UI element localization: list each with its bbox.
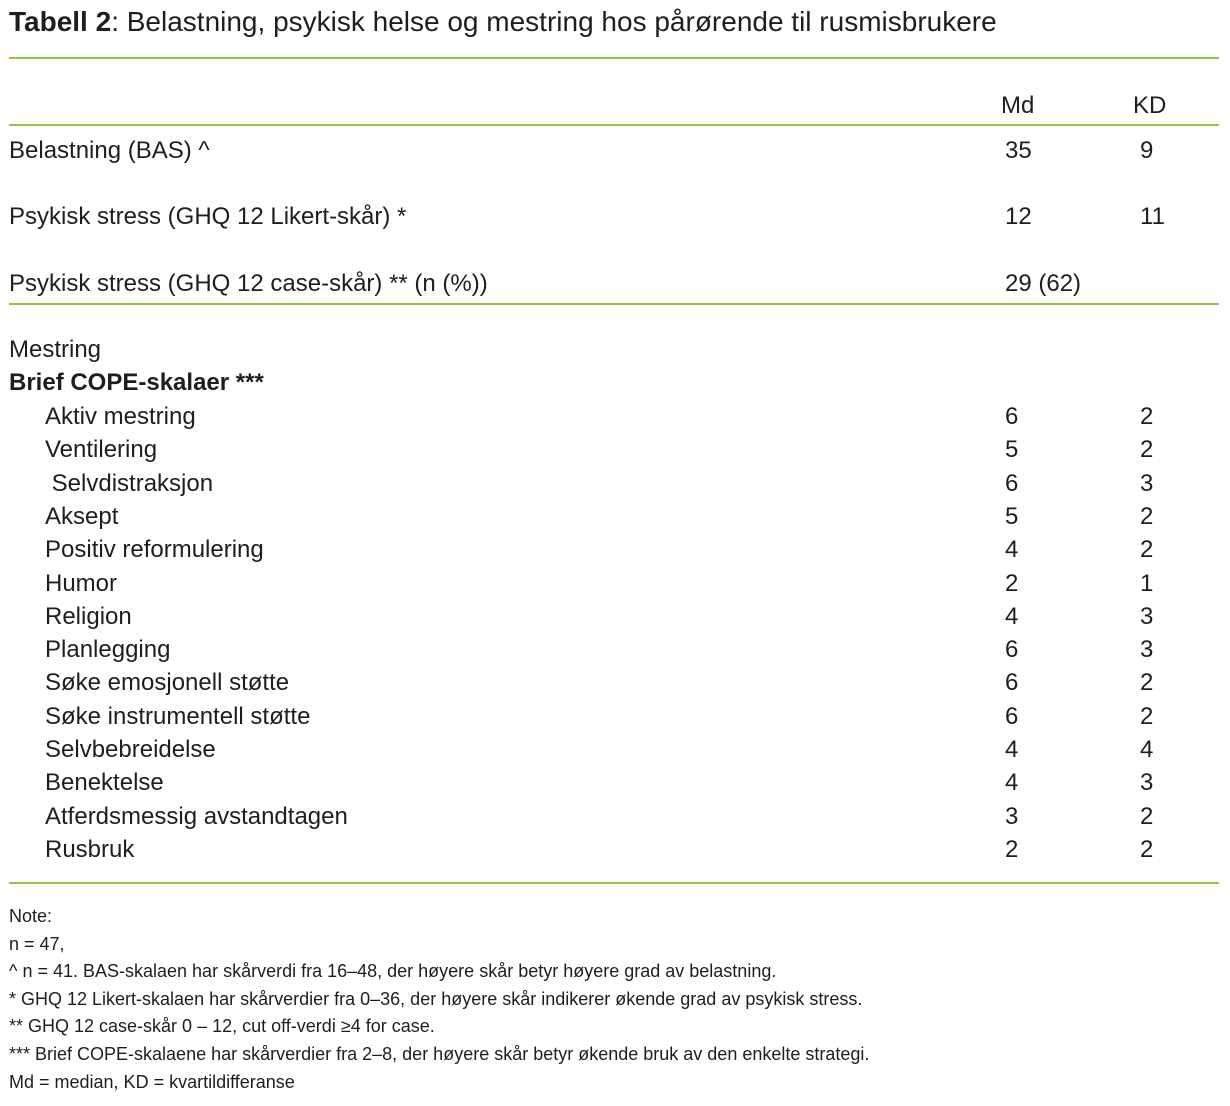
- table-title-label: Tabell 2: [9, 6, 112, 37]
- table-row: [0, 433, 1230, 467]
- row-kd-value: 2: [1140, 536, 1154, 564]
- header-rule: [9, 124, 1219, 126]
- row-md-value: 29 (62): [1005, 270, 1082, 297]
- row-kd-value: 2: [1140, 802, 1154, 830]
- row-label: Aksept: [45, 502, 119, 530]
- table-row: [0, 800, 1230, 834]
- section-subheading: Brief COPE-skalaer ***: [9, 369, 264, 396]
- column-header-md: Md: [1001, 92, 1035, 119]
- table-row: [0, 700, 1230, 734]
- table-row: [0, 200, 1230, 234]
- table-notes: [9, 903, 869, 1096]
- table-row: [0, 766, 1230, 800]
- row-md-value: 6: [1005, 403, 1019, 430]
- table-row: [0, 600, 1230, 634]
- row-md-value: 4: [1005, 769, 1019, 797]
- row-kd-value: 2: [1140, 702, 1154, 730]
- section-heading: Mestring: [9, 336, 102, 363]
- note-line: * GHQ 12 Likert-skalaen har skårverdier fra 0–36, der høyere skår indikerer økende grad av psykisk stress.: [9, 988, 863, 1009]
- row-kd-value: 2: [1140, 436, 1154, 464]
- row-kd-value: 2: [1140, 502, 1154, 530]
- table-row: [0, 267, 1230, 301]
- row-label: Positiv reformulering: [45, 536, 264, 564]
- table-title: [9, 4, 997, 40]
- table-title-separator: :: [111, 6, 119, 37]
- table-row: [0, 666, 1230, 700]
- row-md-value: 3: [1005, 802, 1019, 830]
- row-label: Psykisk stress (GHQ 12 Likert-skår) *: [9, 203, 407, 230]
- row-kd-value: 4: [1140, 736, 1154, 763]
- row-label: Humor: [45, 569, 118, 597]
- bottom-rule: [9, 882, 1219, 884]
- row-md-value: 6: [1005, 669, 1019, 697]
- row-label: Planlegging: [45, 636, 171, 664]
- row-md-value: 4: [1005, 536, 1019, 564]
- row-label: Søke emosjonell støtte: [45, 669, 290, 697]
- note-line: ^ n = 41. BAS-skalaen har skårverdi fra 16–48, der høyere skår betyr høyere grad av belastning.: [9, 961, 777, 982]
- top-rule: [9, 57, 1219, 59]
- table-row: [0, 533, 1230, 567]
- note-line: Note:: [9, 906, 53, 926]
- row-kd-value: 9: [1140, 137, 1154, 164]
- row-kd-value: 2: [1140, 669, 1154, 697]
- row-kd-value: 3: [1140, 469, 1154, 497]
- column-header-row: [0, 89, 1230, 123]
- section-subheading-row: [0, 366, 1230, 400]
- row-md-value: 4: [1005, 736, 1019, 763]
- column-header-kd: KD: [1133, 92, 1167, 119]
- row-kd-value: 1: [1140, 569, 1154, 597]
- row-md-value: 5: [1005, 502, 1019, 530]
- row-label: Benektelse: [45, 769, 164, 797]
- row-md-value: 4: [1005, 602, 1019, 630]
- row-kd-value: 11: [1140, 203, 1165, 230]
- row-label: Psykisk stress (GHQ 12 case-skår) ** (n (%)): [9, 270, 488, 297]
- table-row: [0, 500, 1230, 534]
- table-row: [0, 733, 1230, 767]
- row-kd-value: 2: [1140, 403, 1154, 430]
- table-row: [0, 833, 1230, 867]
- row-md-value: 2: [1005, 569, 1019, 597]
- row-label: Ventilering: [45, 436, 158, 464]
- row-md-value: 5: [1005, 436, 1019, 464]
- note-line: Md = median, KD = kvartildifferanse: [9, 1071, 295, 1092]
- row-label: Rusbruk: [45, 835, 135, 863]
- table-row: [0, 467, 1230, 501]
- table-row: [0, 567, 1230, 601]
- row-kd-value: 3: [1140, 636, 1154, 664]
- table-row: [0, 633, 1230, 667]
- table-row: [0, 134, 1230, 168]
- section-rule: [9, 303, 1219, 305]
- row-kd-value: 3: [1140, 602, 1154, 630]
- row-md-value: 6: [1005, 702, 1019, 730]
- row-md-value: 12: [1005, 203, 1032, 230]
- row-md-value: 6: [1005, 469, 1019, 497]
- row-label: Søke instrumentell støtte: [45, 702, 311, 730]
- row-label: Selvbebreidelse: [45, 736, 216, 763]
- row-label: Aktiv mestring: [45, 403, 196, 430]
- row-label: Atferdsmessig avstandtagen: [45, 802, 348, 830]
- row-kd-value: 2: [1140, 835, 1154, 863]
- note-line: *** Brief COPE-skalaene har skårverdier fra 2–8, der høyere skår betyr økende bruk av den enkelte strategi.: [9, 1043, 870, 1064]
- note-line: n = 47,: [9, 933, 65, 954]
- table-row: [0, 400, 1230, 434]
- row-label: Religion: [45, 602, 132, 630]
- section-heading-row: [0, 333, 1230, 367]
- row-label: Belastning (BAS) ^: [9, 137, 210, 164]
- note-line: ** GHQ 12 case-skår 0 – 12, cut off-verdi ≥4 for case.: [9, 1016, 435, 1037]
- row-md-value: 6: [1005, 636, 1019, 664]
- row-kd-value: 3: [1140, 769, 1154, 797]
- row-md-value: 2: [1005, 835, 1019, 863]
- row-label: Selvdistraksjon: [45, 469, 214, 497]
- row-md-value: 35: [1005, 137, 1032, 164]
- table-title-text: Belastning, psykisk helse og mestring hos pårørende til rusmisbrukere: [118, 6, 997, 37]
